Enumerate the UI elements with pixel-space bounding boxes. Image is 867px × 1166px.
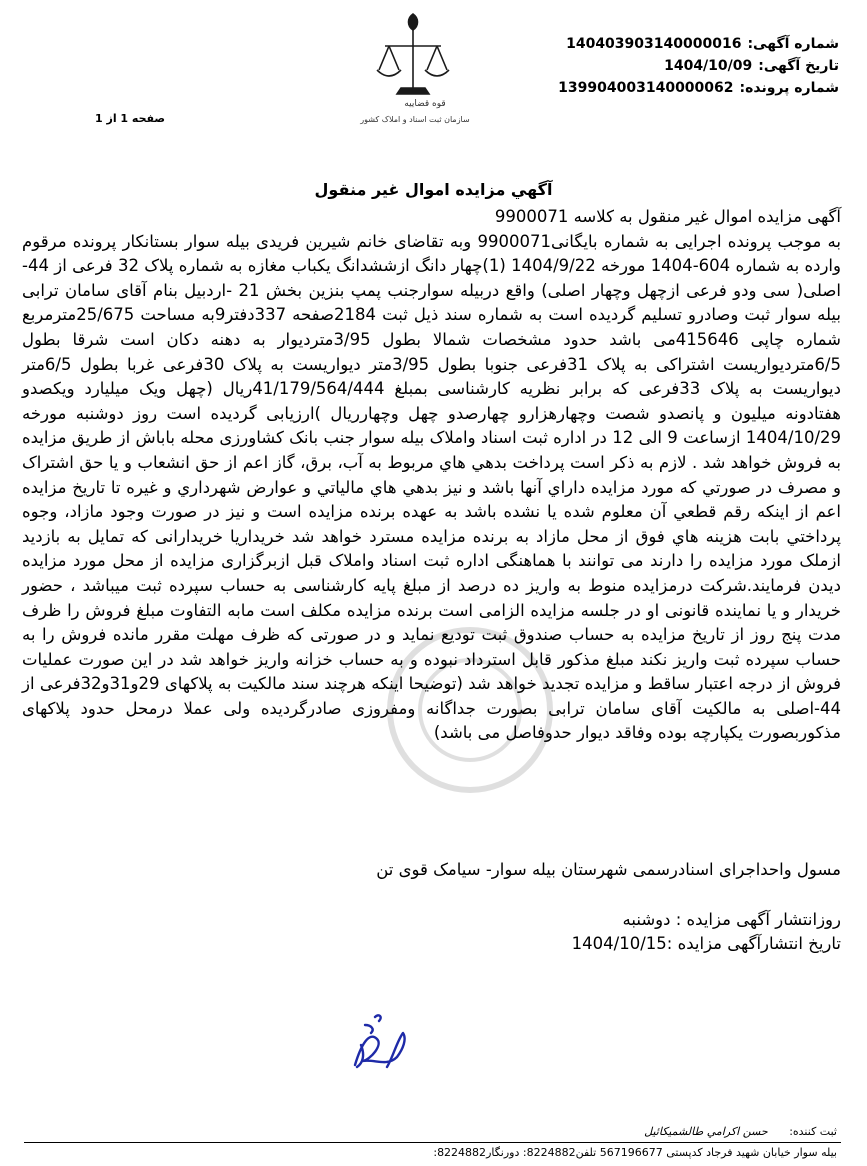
publication-date: تاریخ انتشارآگهی مزایده :1404/10/15 — [571, 934, 841, 953]
registrar-name: حسن اكرامي طالشميكائيل — [644, 1125, 768, 1138]
emblem-line-1: قوه قضاییه — [404, 99, 446, 109]
registrar-label: ثبت كننده: — [789, 1125, 837, 1138]
ad-number: 140403903140000016 — [566, 36, 742, 52]
ad-date-row — [558, 55, 839, 77]
ad-meta — [558, 33, 839, 99]
page-number: صفحه 1 از 1 — [95, 112, 166, 125]
registrar-line — [644, 1125, 837, 1138]
ad-date-label: تاریخ آگهی: — [758, 58, 839, 74]
signature-icon — [335, 1005, 425, 1085]
ad-date: 1404/10/09 — [664, 58, 753, 74]
publication-info — [572, 908, 841, 956]
office-address: بیله سوار خیابان شهید فرجاد کدپستی 567196677 تلفن8224882: دورنگار8224882: — [433, 1146, 837, 1159]
case-number-label: شماره پرونده: — [739, 80, 839, 96]
case-number: 139904003140000062 — [558, 80, 734, 96]
official-signatory: مسول واحداجرای اسنادرسمی شهرستان بیله سوار- سیامک قوی تن — [376, 860, 841, 879]
emblem-line-2: سازمان ثبت اسناد و املاک کشور — [360, 115, 470, 124]
footer-divider — [24, 1142, 841, 1143]
publication-day: روزانتشار آگهی مزایده : دوشنبه — [622, 910, 841, 929]
ad-number-row — [558, 33, 839, 55]
ad-number-label: شماره آگهی: — [747, 36, 839, 52]
case-class-line: آگهی مزایده اموال غیر منقول به کلاسه 9900071 — [494, 207, 841, 226]
watermark-logo-icon — [350, 610, 590, 810]
notice-paragraph: به موجب پرونده اجرایی به شماره بایگانی9900071 وبه تقاضای خانم شیرین فریدی بیله سوار بستانکار پرونده مرقوم وارده به شماره 604-1404 مورخه 1404/9/22 (1)چهار دانگ ازششدانگ یکباب مغازه به شماره پلاک 32 فرعی از 44-اصلی( سی ودو فرعی ازچهل وچهار اصلی) واقع دربیله سوارجنب پمپ بنزین بخش 21 -اردبیل بنام آقای سامان ترابی بیله سوار ثبت وصادرو تسلیم گردیده است به شماره سند ذیل ثبت 2184صفحه 337دفتر9به مساحت 25/675مترمربع شماره چاپی 415646می باشد حدود مشخصات شمالا بطول 3/95متردیوار به دهنه دکان است شرقا بطول 6/5متردیواریست اشتراکی به پلاک 31فرعی جنوبا بطول 3/95متر دیواریست به پلاک 30فرعی غربا بطول 6/5متر دیواریست به پلاک 33فرعی که برابر نظریه کارشناسی بمبلغ 41/179/564/444ریال (چهل ویک میلیارد ویکصدو هفتادونه میلیون و پانصدو شصت وچهارهزارو چهارصدو چهل وچهارریال )ارزیابی گردیده است روز دوشنبه مورخه 1404/10/29 ازساعت 9 الی 12 در اداره ثبت اسناد واملاک بیله سوار جنب بانک کشاورزی محله باباش از طریق مزایده به فروش خواهد شد . لازم به ذکر است پرداخت بدهي هاي مربوط به آب، برق، گاز اعم از حق انشعاب و يا حق اشتراک و مصرف در صورتي که مورد مزايده داراي آنها باشد و نيز بدهي هاي مالياتي و عوارض شهرداري و غيره تا تاريخ مزايده اعم از اينکه رقم قطعي آن معلوم شده يا نشده باشد به عهده برنده مزايده است و نيز در صورت وجود مازاد، وجوه پرداختي بابت هزينه هاي فوق از محل مازاد به برنده مزايده مسترد خواهد شد خریداریا خریدارانی که تمایل به بازدید ازملک مورد مزایده را دارند می توانند با هماهنگی اداره ثبت اسناد واملاک قبل ازبرگزاری مزایده از محل مورد مزایده دیدن فرمایند.شرکت درمزایده منوط به واریز ده درصد از مبلغ پایه کارشناسی به حساب سپرده ثبت میباشد ، حضور خریدار و یا نماینده قانونی او در جلسه مزایده الزامی است برنده مزایده مکلف است مابه التفاوت مبلغ فروش را ظرف مدت پنج روز از تاریخ مزایده به حساب صندوق ثبت تودیع نماید و در صورتی که ظرف مهلت مقرر مانده فروش را به حساب سپرده ثبت واریز نکند مبلغ مذکور قابل استرداد نبوده و به حساب خزانه واریز خواهد شد در این صورت عملیات فروش از درجه اعتبار ساقط و مزایده تجدید خواهد شد (توضیحا اینکه هرچند سند مالکیت به پلاکهای 29و31و32فرعی از 44-اصلی به مالکیت آقای سامان ترابی بصورت جداگانه ومفروزی صادرگردیده ولی عملا درمحل حدود پلاکهای مذکوربصورت یکپارچه بوده وفاقد دیوار حدوفاصل می باشد) — [22, 231, 842, 743]
judiciary-emblem-icon — [345, 8, 475, 128]
page-title: آگهي مزايده اموال غير منقول — [314, 180, 553, 199]
case-number-row — [558, 77, 839, 99]
